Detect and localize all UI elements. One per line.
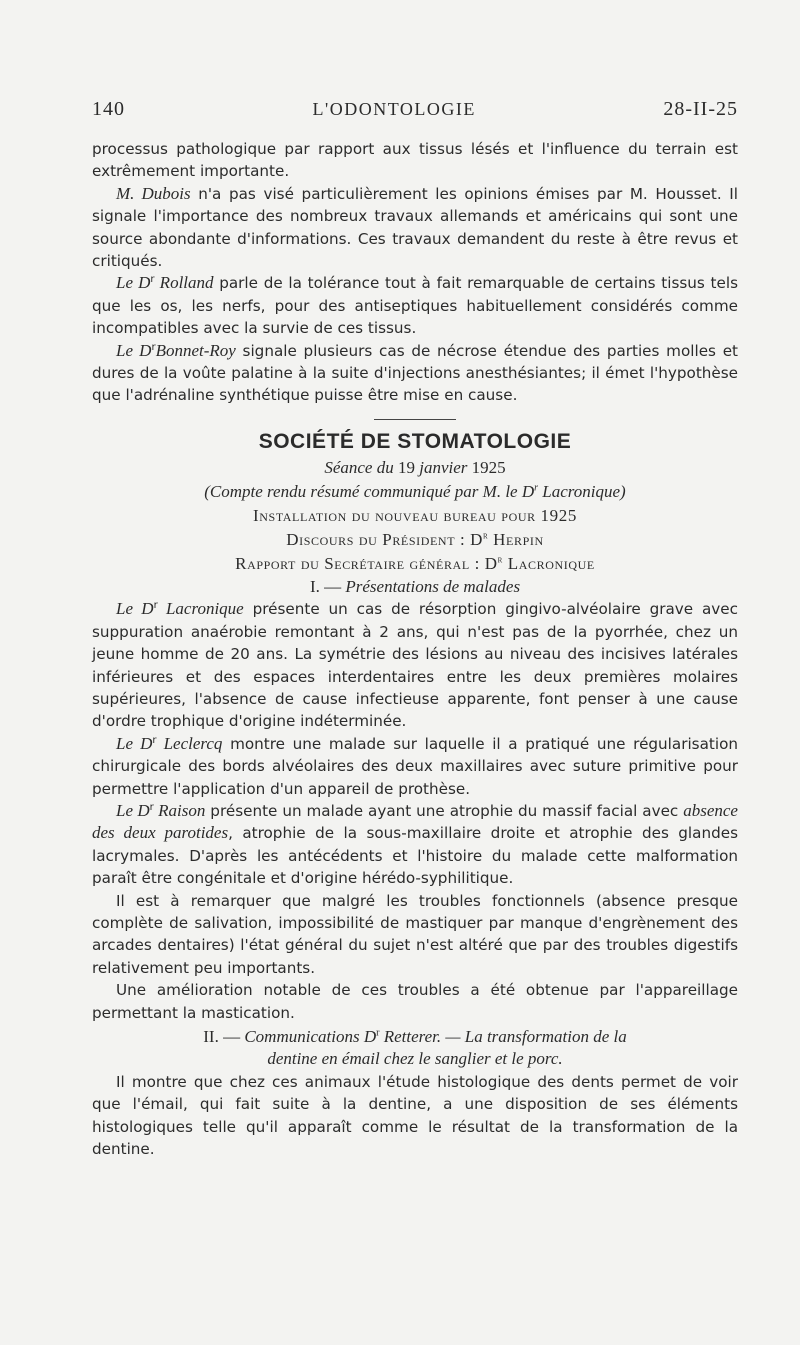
speaker-name: M. Dubois — [116, 183, 191, 203]
rapport-line: Rapport du Secrétaire général : $D^r$ Lacronique — [235, 553, 595, 573]
speaker-name: Raison — [153, 800, 206, 820]
journal-title: L'ODONTOLOGIE — [312, 99, 476, 119]
speaker-name: Rolland — [154, 273, 214, 293]
discours-line: Discours du Président : $D^r$ Herpin — [286, 529, 544, 549]
emphasis: absence des deux parotides — [92, 800, 738, 843]
speaker-name: Leclercq — [156, 733, 223, 753]
page-number: 140 — [92, 98, 125, 120]
document-page — [92, 98, 738, 1160]
paragraph-rolland: Le $D^r$ Rolland parle de la tolérance tout à fait remarquable de certains tissus tels que les os, les nerfs, pour des antiseptiques habituellement considérés comme incompatibles avec la survie de ces tissus. — [92, 273, 738, 338]
compte-rendu-line: (Compte rendu résumé communiqué par M. le $D^r$ Lacronique) — [204, 481, 626, 501]
paragraph-dubois: M. Dubois n'a pas visé particulièrement les opinions émises par M. Housset. Il signale l'importance des nombreux travaux allemands et américains qui sont une source abondante d'informations. Ces travaux demandent du reste à être revus et critiqués. — [92, 183, 739, 271]
installation-line: Installation du nouveau bureau pour 1925 — [253, 505, 577, 525]
paragraph-remark: Il est à remarquer que malgré les troubles fonctionnels (absence presque complète de salivation, impossibilité de mastiquer par manque d'engrènement des arcades dentaires) l'état général du sujet n'est altéré que par des troubles digestifs relativement peu importants. — [92, 891, 738, 977]
running-header — [92, 98, 738, 138]
paragraph-bonnet-roy: Le $D^rBonnet$-Roy signale plusieurs cas de nécrose étendue des parties molles et dures de la voûte palatine à la suite d'injections anesthésiantes; il émet l'hypothèse que l'adrénaline synthétique puisse être mise en cause. — [92, 340, 738, 405]
section-divider — [374, 419, 456, 420]
issue-date: 28-II-25 — [663, 98, 738, 120]
paragraph-retterer: Il montre que chez ces animaux l'étude histologique des dents permet de voir que l'émail, qui fait suite à la dentine, a une disposition de ses éléments histologiques telle qu'il apparaît comme le résultat de la transformation de la dentine. — [92, 1072, 738, 1159]
communications-heading-line2: dentine en émail chez le sanglier et le porc. — [267, 1049, 563, 1069]
paragraph-leclercq: Le $D^r$ Leclercq montre une malade sur laquelle il a pratiqué une régularisation chirurgicale des bords alvéolaires des deux maxillaires avec suture primitive pour permettre l'application d'un appareil de prothèse. — [92, 733, 738, 798]
presentations-heading: I. — Présentations de malades — [309, 576, 521, 596]
speaker-name: Bonnet-Roy — [155, 340, 236, 360]
communications-heading: II. — Communications $D^r$ Retterer. — La transformation de la — [203, 1027, 627, 1046]
section-title: SOCIÉTÉ DE STOMATOLOGIE — [258, 429, 572, 453]
paragraph-continuation: processus pathologique par rapport aux tissus lésés et l'influence du terrain est extrêmement importante. — [92, 140, 738, 181]
speaker-name: Lacronique — [157, 599, 244, 619]
paragraph-raison: Le $D^r$ Raison présente un malade ayant une atrophie du massif facial avec absence des deux parotides, atrophie de la sous-maxillaire droite et atrophie des glandes lacrymales. D'après les antécédents et l'histoire du malade cette malformation paraît être congénitale et d'origine hérédo-syphilitique. — [92, 800, 738, 888]
paragraph-lacronique: Le $D^r$ Lacronique présente un cas de résorption gingivo-alvéolaire grave avec suppuration anaérobie remontant à 2 ans, qui n'est pas de la pyorrhée, chez un jeune homme de 20 ans. La symétrie des lésions au niveau des incisives latérales inférieures et des espaces interdentaires entre les deux premières molaires supérieures, l'absence de cause infectieuse apparente, font penser à une cause d'ordre trophique d'origine indéterminée. — [92, 599, 738, 731]
paragraph-amelioration: Une amélioration notable de ces troubles a été obtenue par l'appareillage permettant la mastication. — [92, 981, 738, 1022]
session-date: Séance du 19 janvier 1925 — [324, 457, 506, 477]
